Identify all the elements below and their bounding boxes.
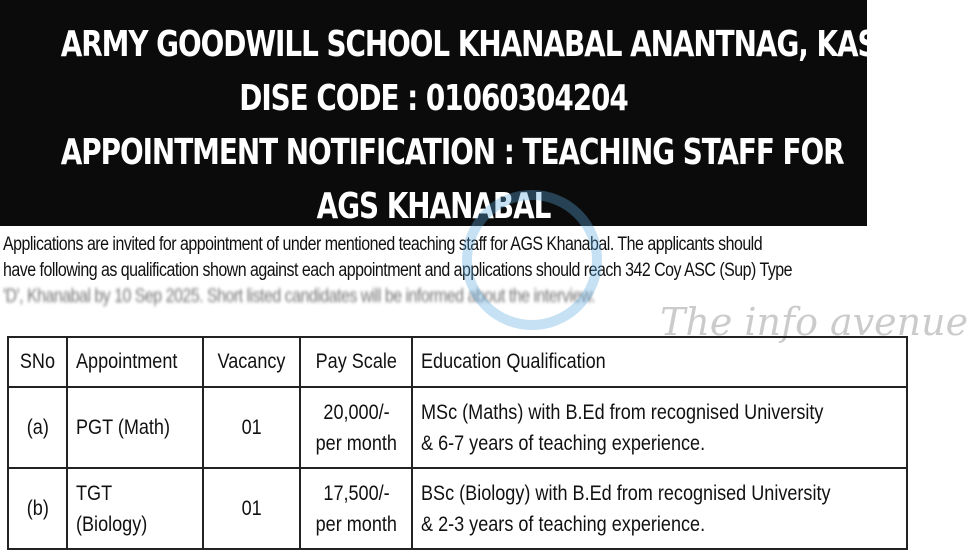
row-sno: (b) <box>8 468 67 549</box>
row-qualification: MSc (Maths) with B.Ed from recognised University & 6-7 years of teaching experience. <box>412 387 906 468</box>
row-appointment: PGT (Math) <box>67 387 203 468</box>
row-vacancy: 01 <box>203 387 300 468</box>
watermark-text: The info avenue <box>660 300 968 344</box>
row-pay-scale: 20,000/- per month <box>300 387 413 468</box>
header-appointment: Appointment <box>67 337 203 387</box>
intro-line-3: 'D', Khanabal by 10 Sep 2025. Short listed candidates will be informed about the interview. <box>3 286 595 307</box>
intro-line-2: have following as qualification shown against each appointment and applications should reach 342 Coy ASC (Sup) Type <box>3 260 793 281</box>
table-row <box>8 468 907 549</box>
notification-title: APPOINTMENT NOTIFICATION : TEACHING STAFF FOR <box>60 132 844 173</box>
header-education: Education Qualification <box>412 337 906 387</box>
header-vacancy: Vacancy <box>203 337 300 387</box>
row-pay-scale: 17,500/- per month <box>300 468 413 549</box>
table-row <box>8 387 907 468</box>
header-pay-scale: Pay Scale <box>300 337 413 387</box>
school-name: ARMY GOODWILL SCHOOL KHANABAL ANANTNAG, KASHMIR <box>60 24 956 65</box>
intro-line-1: Applications are invited for appointment of under mentioned teaching staff for AGS Khanabal. The applicants should <box>3 234 763 255</box>
intro-paragraph <box>3 232 863 310</box>
row-qualification: BSc (Biology) with B.Ed from recognised University & 2-3 years of teaching experience. <box>412 468 906 549</box>
row-vacancy: 01 <box>203 468 300 549</box>
header-sno: SNo <box>8 337 67 387</box>
notification-subtitle: AGS KHANABAL <box>316 186 551 227</box>
dise-code: DISE CODE : 01060304204 <box>239 78 628 119</box>
vacancy-table <box>7 336 908 550</box>
row-appointment: TGT (Biology) <box>67 468 203 549</box>
row-sno: (a) <box>8 387 67 468</box>
table-header-row <box>8 337 907 387</box>
notice-header <box>0 0 956 227</box>
